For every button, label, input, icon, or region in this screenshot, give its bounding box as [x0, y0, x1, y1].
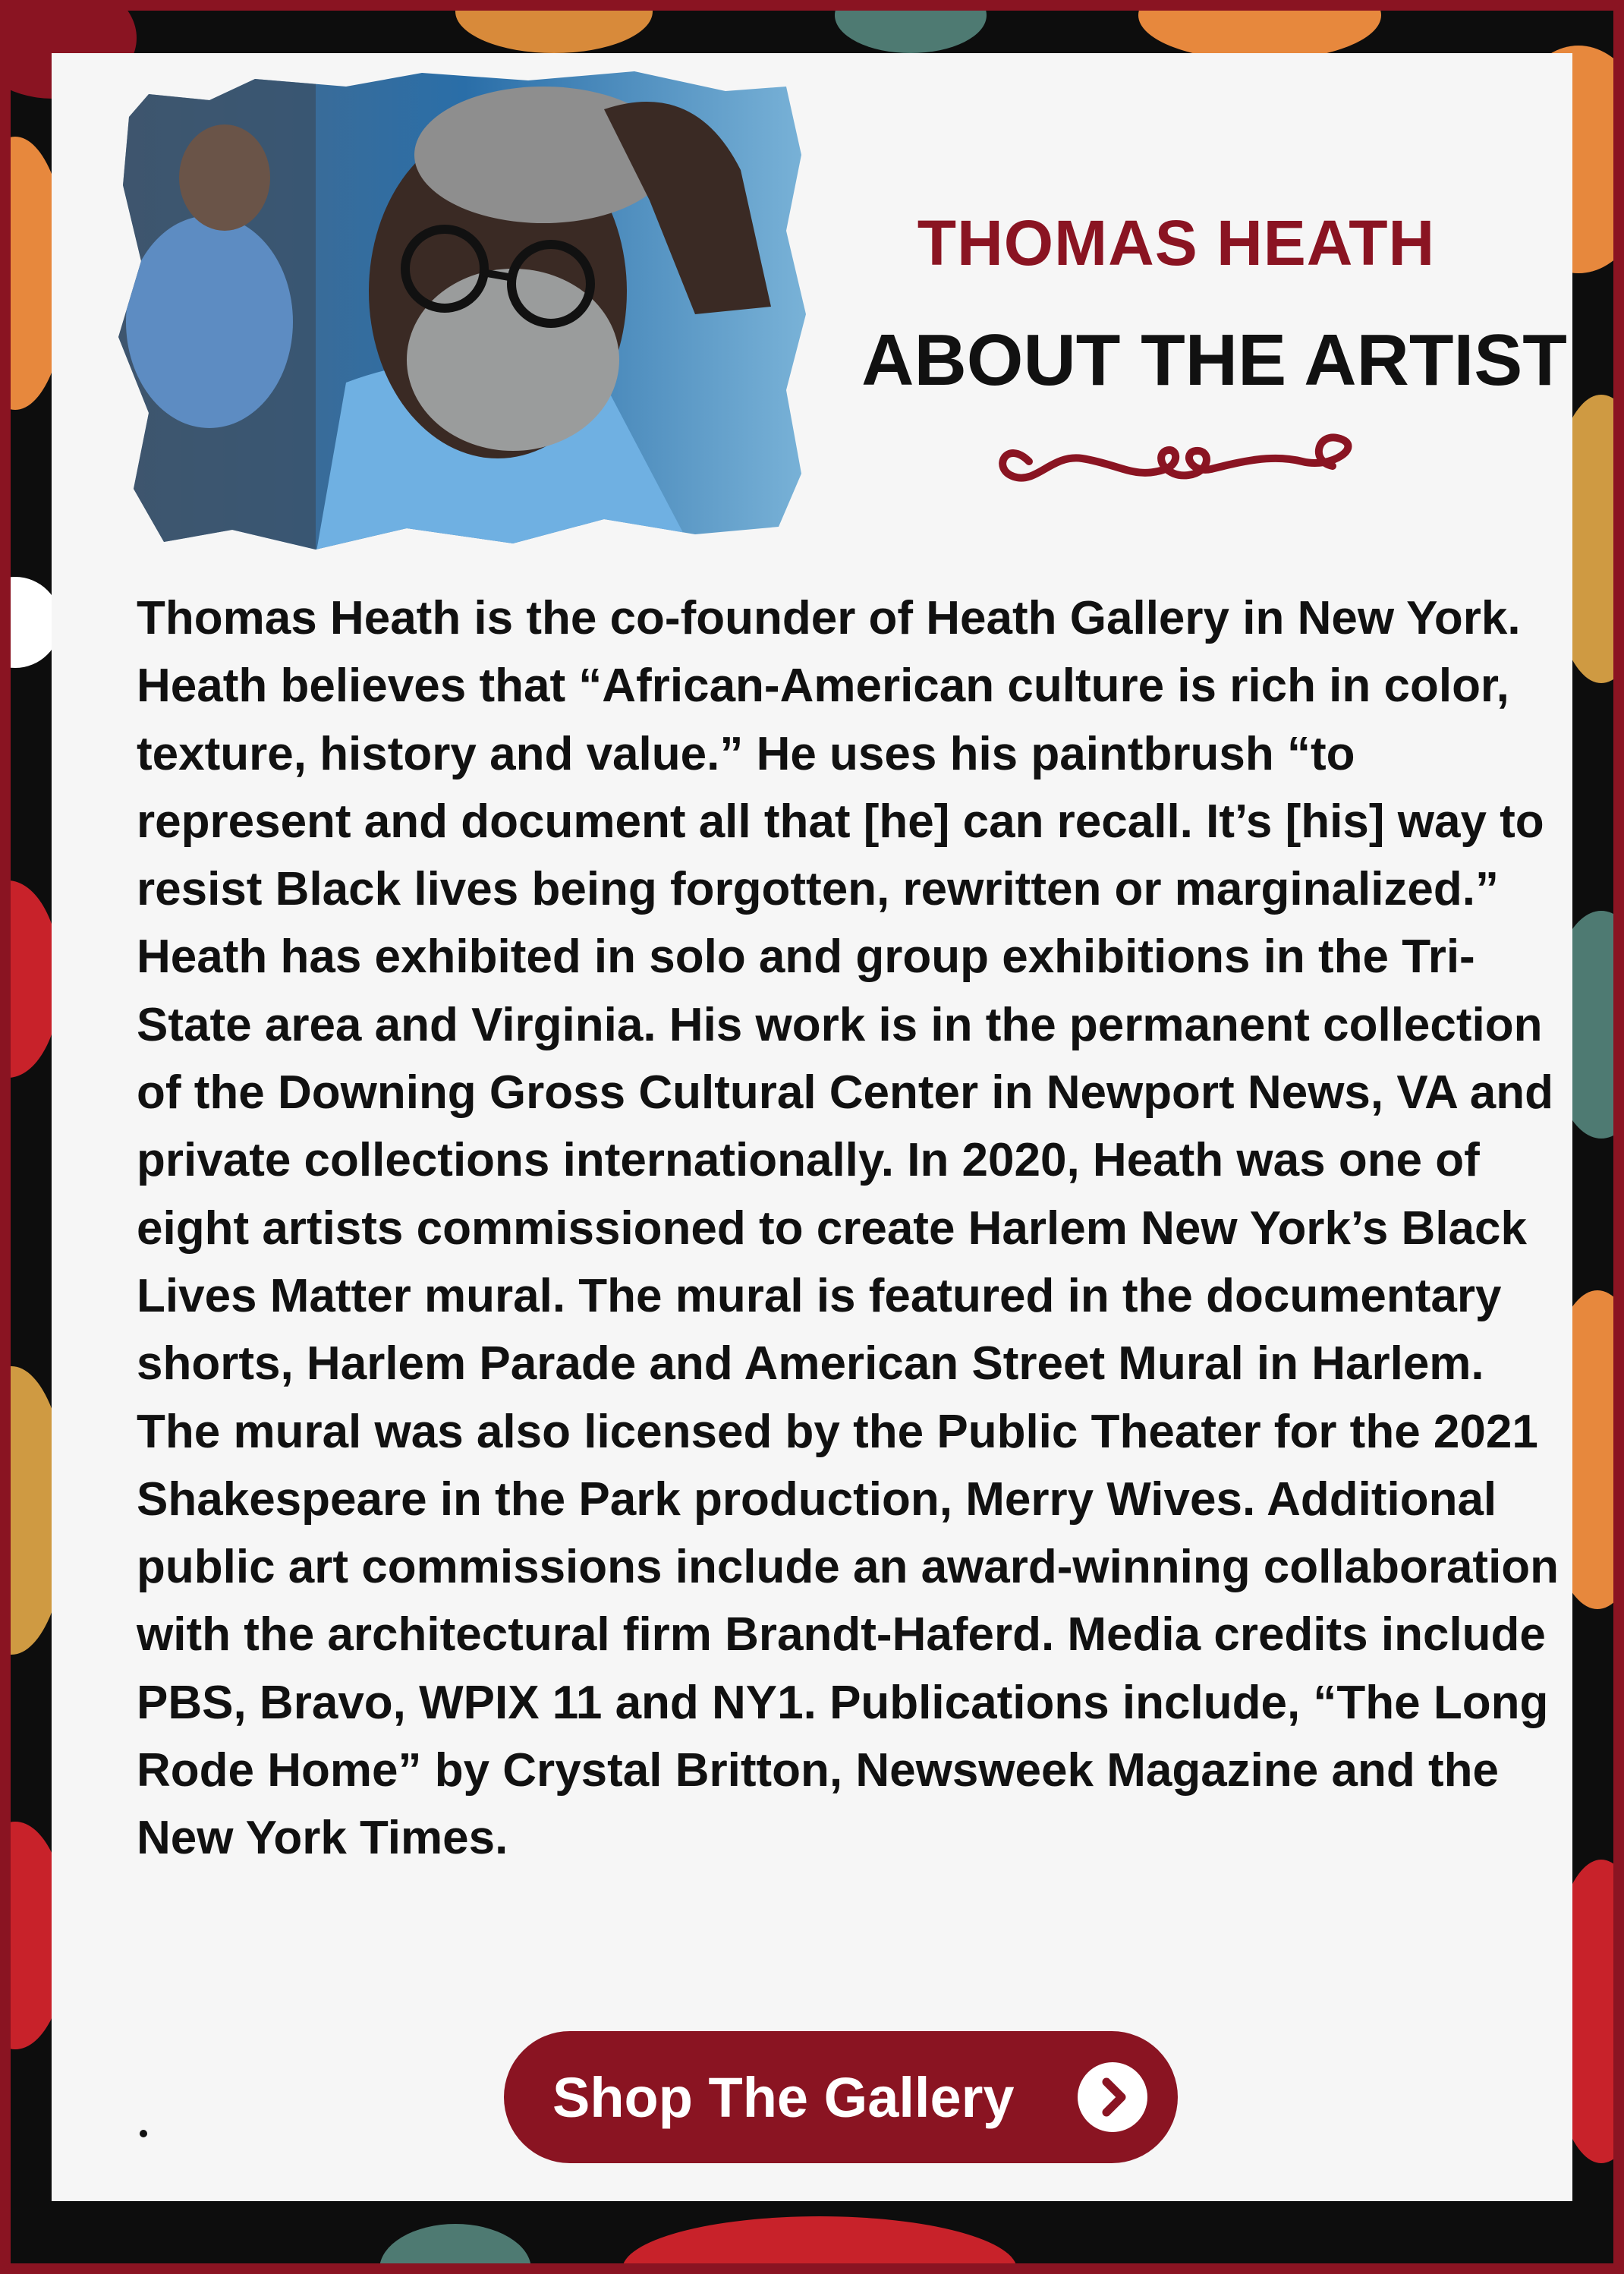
flourish-ornament	[984, 424, 1378, 499]
chevron-right-icon	[1078, 2062, 1147, 2132]
shop-gallery-label: Shop The Gallery	[552, 2065, 1015, 2129]
artist-photo	[118, 64, 810, 556]
stray-dot	[140, 2130, 147, 2137]
page-title: ABOUT THE ARTIST	[861, 320, 1567, 401]
shop-gallery-button[interactable]	[504, 2031, 1178, 2163]
artist-bio: Thomas Heath is the co-founder of Heath Gallery in New York. Heath believes that “African-American culture is rich in color, texture, history and value.” He uses his paintbrush “to represent and document all that [he] can recall. It’s [his] way to resist Black lives being forgotten, rewritten or marginalized.” Heath has exhibited in solo and group exhibitions in the Tri-State area and Virginia. His work is in the permanent collection of the Downing Gross Cultural Center in Newport News, VA and private collections internationally. In 2020, Heath was one of eight artists commissioned to create Harlem New York’s Black Lives Matter mural. The mural is featured in the documentary shorts, Harlem Parade and American Street Mural in Harlem. The mural was also licensed by the Public Theater for the 2021 Shakespeare in the Park production, Merry Wives. Additional public art commissions include an award-winning collaboration with the architectural firm Brandt-Haferd. Media credits include PBS, Bravo, WPIX 11 and NY1. Publications include, “The Long Rode Home” by Crystal Britton, Newsweek Magazine and the New York Times.	[137, 592, 1559, 1865]
artist-name: THOMAS HEATH	[917, 207, 1436, 279]
